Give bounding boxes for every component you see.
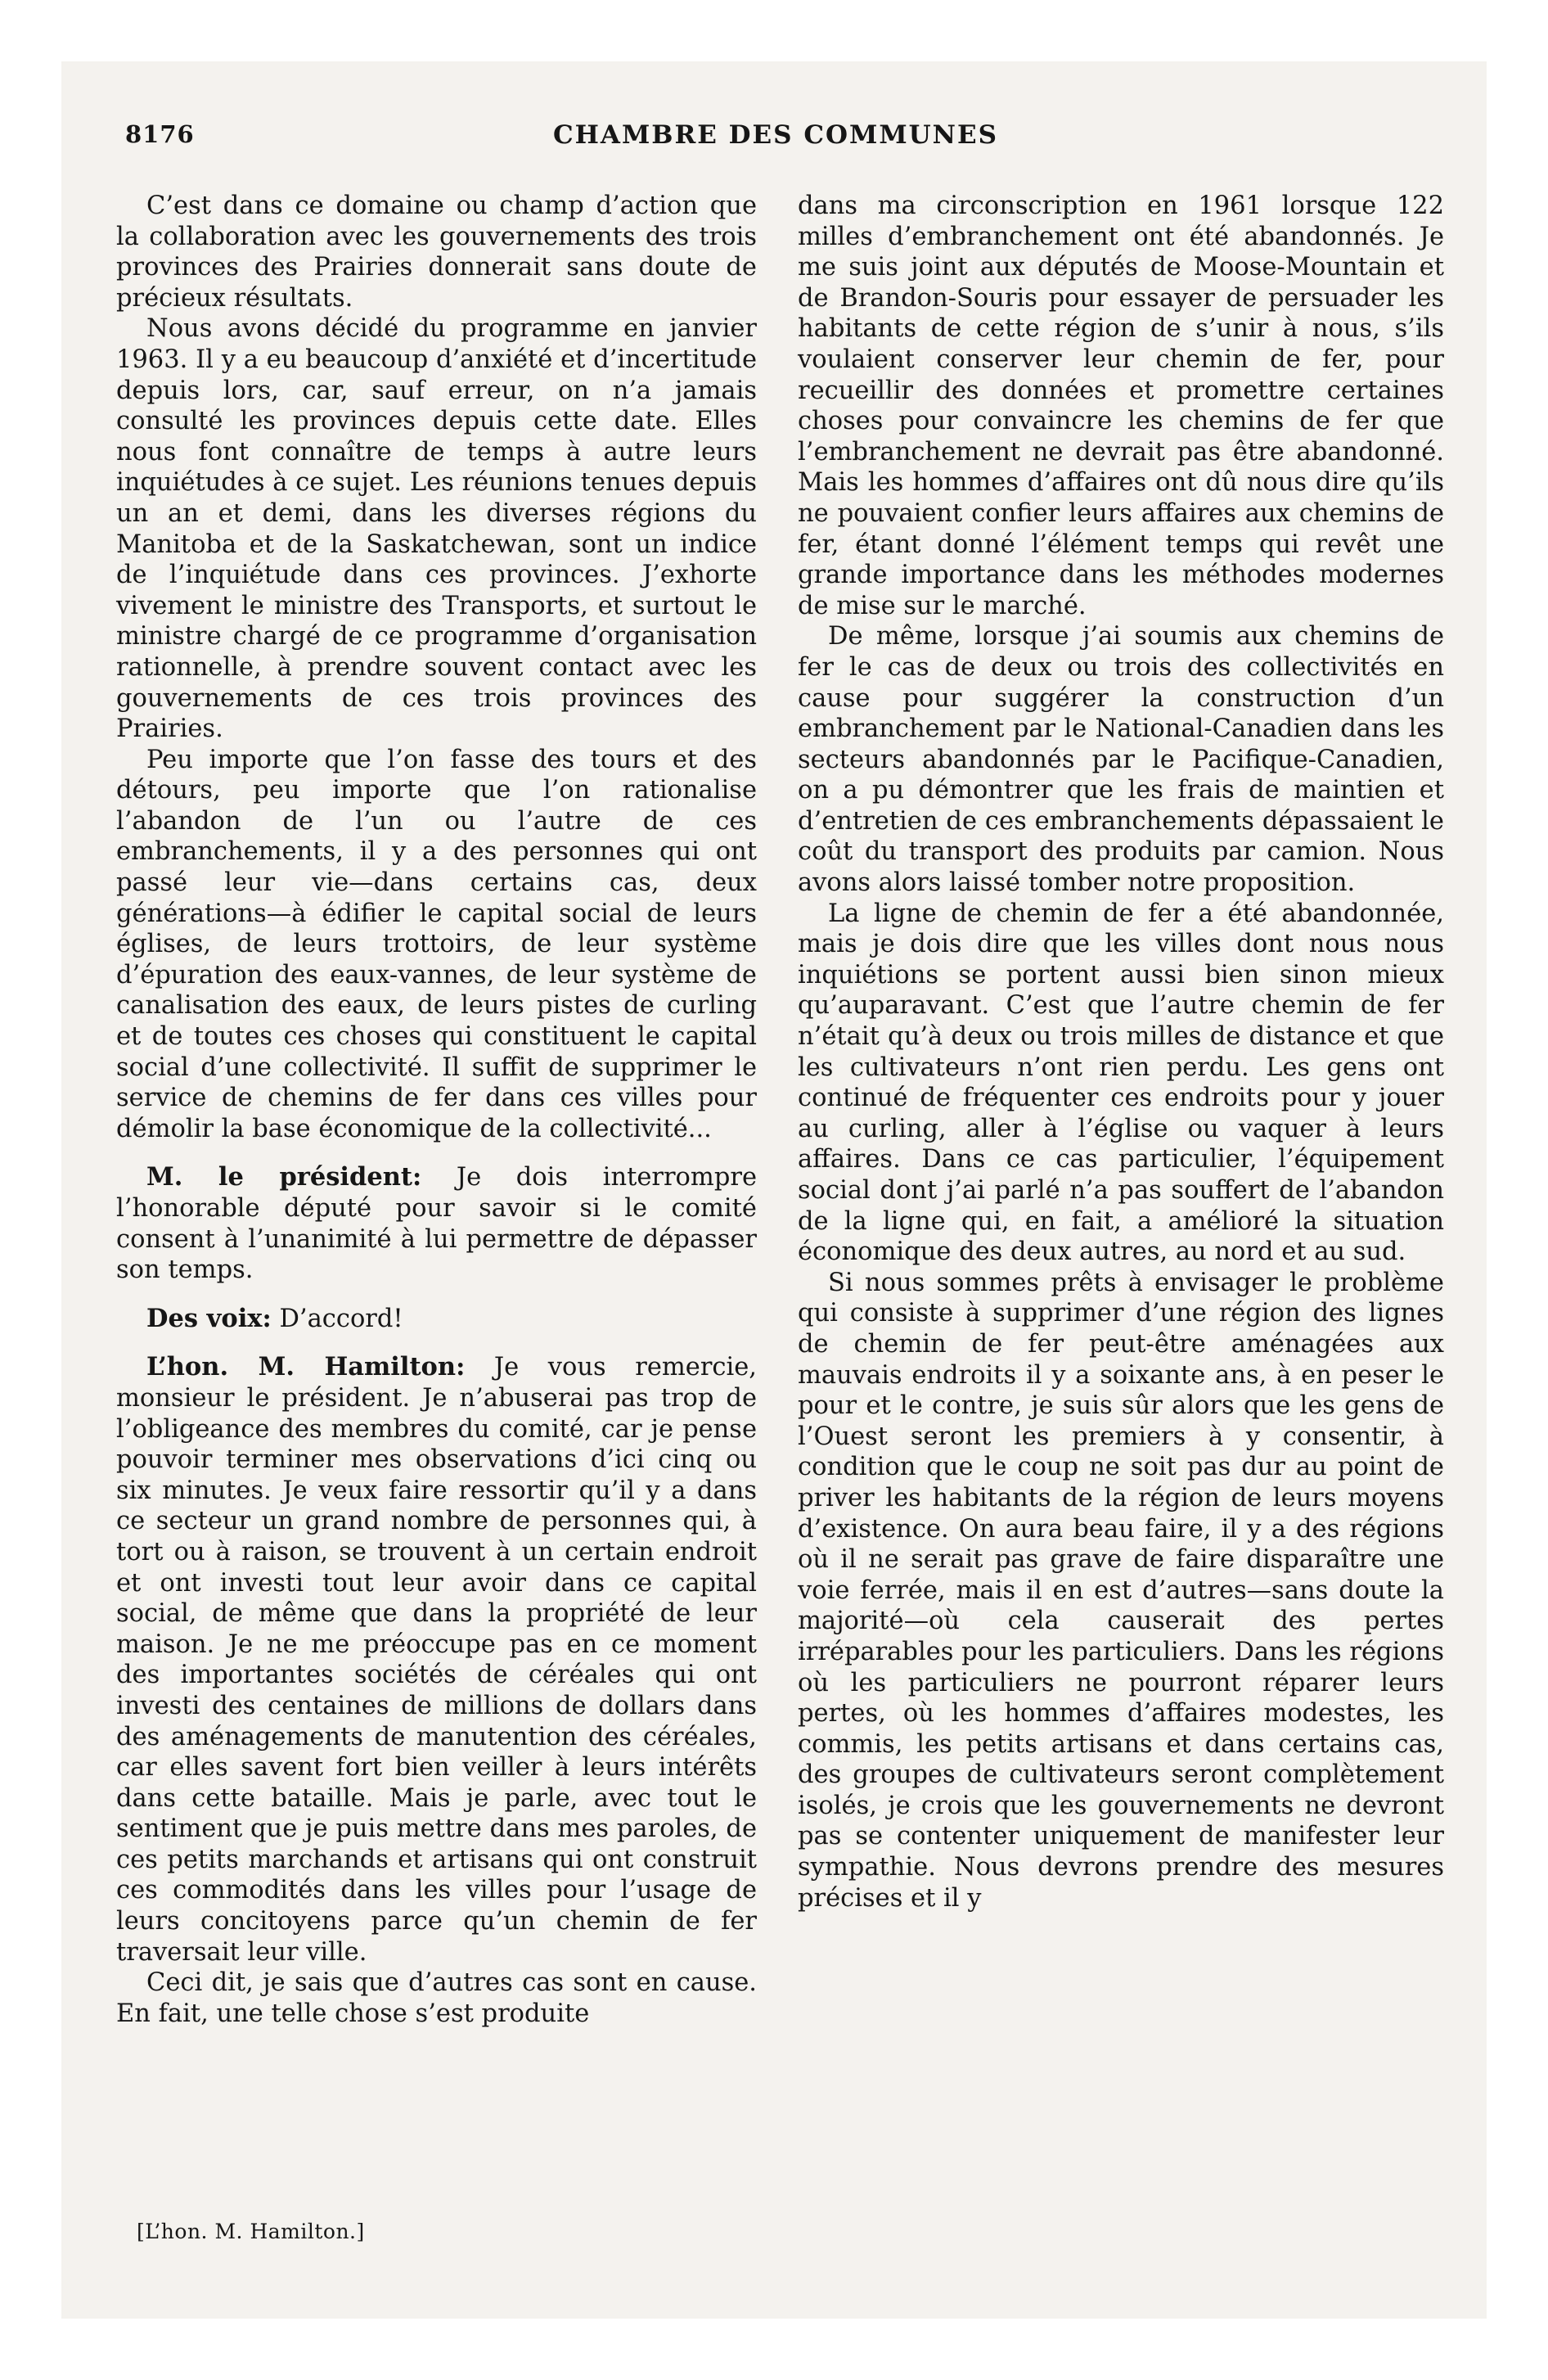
- paragraph: Ceci dit, je sais que d’autres cas sont en cause. En fait, une telle chose s’est produite: [116, 1968, 757, 2028]
- paragraph: Peu importe que l’on fasse des tours et des détours, peu importe que l’on rationalise l’abandon de l’un ou l’autre de ces embranchements, il y a des personnes qui ont passé leur vie—dans certains cas, deux générations—à édifier le capital social de leurs églises, de leurs trottoirs, de leur système d’épuration des eaux-vannes, de leur système de canalisation des eaux, de leurs pistes de curling et de toutes ces choses qui constituent le capital social d’une collectivité. Il suffit de supprimer le service de chemins de fer dans ces villes pour démolir la base économique de la collectivité...: [116, 745, 757, 1143]
- speaker-attribution: [L’hon. M. Hamilton.]: [137, 2220, 365, 2243]
- page-sheet: [61, 61, 1487, 2319]
- page-header: [125, 120, 1426, 161]
- paragraph: De même, lorsque j’ai soumis aux chemins de fer le cas de deux ou trois des collectivités en cause pour suggérer la construction d’un embranchement par le National-Canadien dans les secteurs abandonnés par le Pacifique-Canadien, on a pu démontrer que les frais de maintien et d’entretien de ces embranchements dépassaient le coût du transport des produits par camion. Nous avons alors laissé tomber notre proposition.: [798, 622, 1444, 898]
- speech-text: Je dois interrompre l’honorable député pour savoir si le comité consent à l’unanimité à lui permettre de dépasser son temps.: [116, 1163, 757, 1285]
- speaker-name: L’hon. M. Hamilton:: [146, 1352, 466, 1382]
- right-column: [798, 191, 1444, 1913]
- speaker-paragraph: [116, 1304, 757, 1335]
- speaker-name: M. le président:: [146, 1162, 422, 1192]
- speaker-paragraph: [116, 1352, 757, 1968]
- page-number: 8176: [125, 120, 195, 148]
- speaker-name: Des voix:: [146, 1303, 272, 1333]
- speech-text: D’accord!: [271, 1304, 403, 1333]
- paragraph: Nous avons décidé du programme en janvier 1963. Il y a eu beaucoup d’anxiété et d’incertitude depuis lors, car, sauf erreur, on n’a jamais consulté les provinces depuis cette date. Elles nous font connaître de temps à autre leurs inquiétudes à ce sujet. Les réunions tenues depuis un an et demi, dans les diverses régions du Manitoba et de la Saskatchewan, sont un indice de l’inquiétude dans ces provinces. J’exhorte vivement le ministre des Transports, et surtout le ministre chargé de ce programme d’organisation rationnelle, à prendre souvent contact avec les gouvernements de ces trois provinces des Prairies.: [116, 314, 757, 744]
- running-title: CHAMBRE DES COMMUNES: [552, 120, 999, 150]
- left-column: [116, 191, 757, 2029]
- speaker-paragraph: [116, 1162, 757, 1285]
- speech-text: Je vous remercie, monsieur le président. Je n’abuserai pas trop de l’obligeance des membres du comité, car je pense pouvoir terminer mes observations d’ici cinq ou six minutes. Je veux faire ressortir qu’il y a dans ce secteur un grand nombre de personnes qui, à tort ou à raison, se trouvent à un certain endroit et ont investi tout leur avoir dans ce capital social, de même que dans la propriété de leur maison. Je ne me préoccupe pas en ce moment des importantes sociétés de céréales qui ont investi des centaines de millions de dollars dans des aménagements de manutention des céréales, car elles savent fort bien veiller à leurs intérêts dans cette bataille. Mais je parle, avec tout le sentiment que je puis mettre dans mes paroles, de ces petits marchands et artisans qui ont construit ces commodités dans les villes pour l’usage de leurs concitoyens parce qu’un chemin de fer traversait leur ville.: [116, 1353, 757, 1967]
- paragraph: La ligne de chemin de fer a été abandonnée, mais je dois dire que les villes dont nous nous inquiétions se portent aussi bien sinon mieux qu’auparavant. C’est que l’autre chemin de fer n’était qu’à deux ou trois milles de distance et que les cultivateurs n’ont rien perdu. Les gens ont continué de fréquenter ces endroits pour y jouer au curling, aller à l’église ou vaquer à leurs affaires. Dans ce cas particulier, l’équipement social dont j’ai parlé n’a pas souffert de l’abandon de la ligne qui, en fait, a amélioré la situation économique des deux autres, au nord et au sud.: [798, 899, 1444, 1267]
- paragraph: dans ma circonscription en 1961 lorsque 122 milles d’embranchement ont été abandonnés. Je me suis joint aux députés de Moose-Mountain et de Brandon-Souris pour essayer de persuader les habitants de cette région de s’unir à nous, s’ils voulaient conserver leur chemin de fer, pour recueillir des données et promettre certaines choses pour convaincre les chemins de fer que l’embranchement ne devrait pas être abandonné. Mais les hommes d’affaires ont dû nous dire qu’ils ne pouvaient confier leurs affaires aux chemins de fer, étant donné l’élément temps qui revêt une grande importance dans les méthodes modernes de mise sur le marché.: [798, 192, 1444, 620]
- paragraph: Si nous sommes prêts à envisager le problème qui consiste à supprimer d’une région des lignes de chemin de fer peut-être aménagées aux mauvais endroits il y a soixante ans, à en peser le pour et le contre, je suis sûr alors que les gens de l’Ouest seront les premiers à y consentir, à condition que le coup ne soit pas dur au point de priver les habitants de la région de leurs moyens d’existence. On aura beau faire, il y a des régions où il ne serait pas grave de faire disparaître une voie ferrée, mais il en est d’autres—sans doute la majorité—où cela causerait des pertes irréparables pour les particuliers. Dans les régions où les particuliers ne pourront réparer leurs pertes, où les hommes d’affaires modestes, les commis, les petits artisans et dans certains cas, des groupes de cultivateurs seront complètement isolés, je crois que les gouvernements ne devront pas se contenter uniquement de manifester leur sympathie. Nous devrons prendre des mesures précises et il y: [798, 1268, 1444, 1913]
- paragraph: C’est dans ce domaine ou champ d’action que la collaboration avec les gouvernements des trois provinces des Prairies donnerait sans doute de précieux résultats.: [116, 192, 757, 313]
